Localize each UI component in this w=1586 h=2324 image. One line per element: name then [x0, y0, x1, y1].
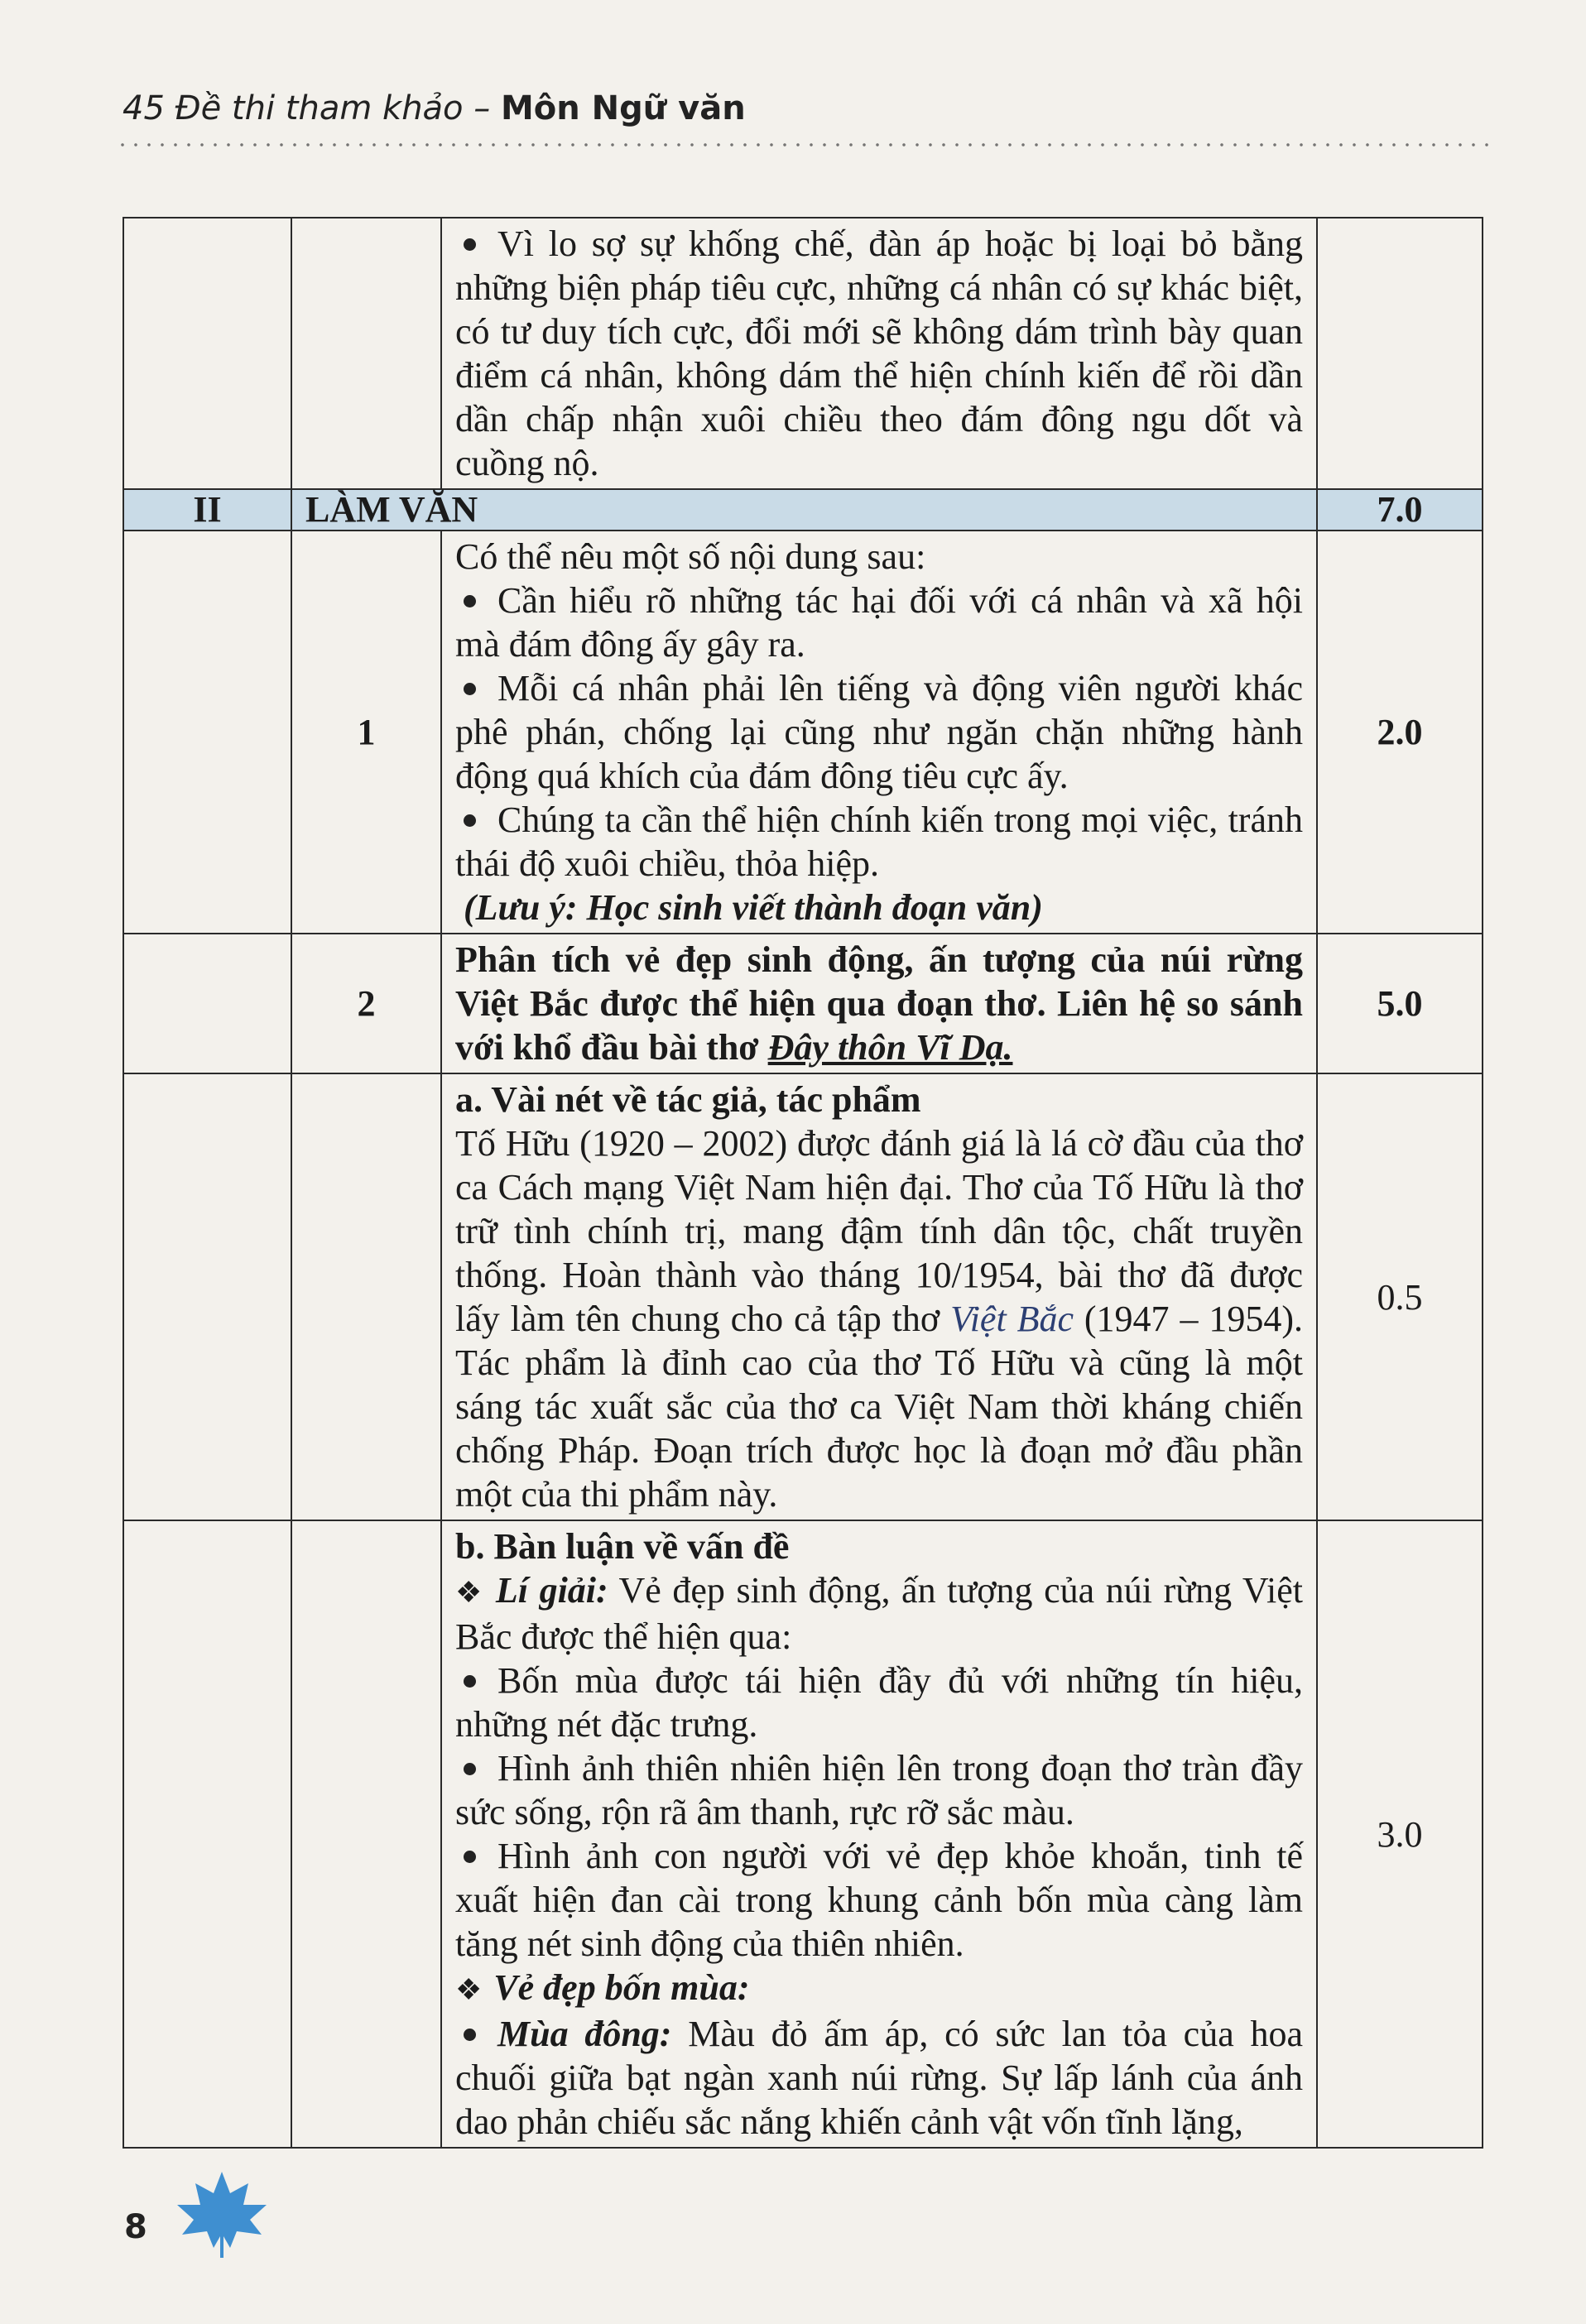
row4-reason-text: Vẻ đẹp sinh động, ấn tượng của núi rừng Việt Bắc được thể hiện qua: [455, 1570, 1304, 1657]
bullet-icon [464, 595, 476, 607]
bullet-icon [464, 814, 476, 827]
question-number: 2 [291, 934, 441, 1073]
running-header [123, 89, 746, 127]
row4-score: 3.0 [1317, 1520, 1483, 2148]
row2-prompt: Phân tích vẻ đẹp sinh động, ấn tượng của núi rừng Việt Bắc được thể hiện qua đoạn thơ. Liên hệ so sánh với khổ đầu bài thơ [455, 939, 1303, 1068]
row4-beauty-label: Vẻ đẹp bốn mùa: [493, 1967, 750, 2008]
row3-heading: a. Vài nét về tác giả, tác phẩm [455, 1079, 921, 1120]
diamond-bullet-icon: ❖ [455, 1576, 484, 1609]
page-number: 8 [124, 2208, 147, 2246]
row4-winter-label: Mùa đông: [497, 2014, 672, 2054]
row4-bullet-3: Hình ảnh con người với vẻ đẹp khỏe khoắn, tinh tế xuất hiện đan cài trong khung cảnh bốn mùa càng làm tăng nét sinh động của thiên nhiên. [455, 1836, 1303, 1964]
row4-heading: b. Bàn luận về vấn đề [455, 1526, 790, 1567]
table-row-section [123, 489, 1483, 531]
section-score: 7.0 [1317, 489, 1483, 531]
row1-note: (Lưu ý: Học sinh viết thành đoạn văn) [464, 887, 1043, 928]
row4-winter-text: Màu đỏ ấm áp, có sức lan tỏa của hoa chuối giữa bạt ngàn xanh núi rừng. Sự lấp lánh của ánh dao phản chiếu sắc nắng khiến cảnh vật vốn tĩnh lặng, [455, 2014, 1304, 2142]
bullet-icon [464, 1851, 476, 1863]
bullet-icon [464, 1675, 476, 1688]
row1-bullet-1: Cần hiểu rõ những tác hại đối với cá nhân và xã hội mà đám đông ấy gây ra. [455, 580, 1303, 665]
table-row [123, 934, 1483, 1073]
row2-score: 5.0 [1317, 934, 1483, 1073]
row1-bullet-3: Chúng ta cần thể hiện chính kiến trong mọi việc, tránh thái độ xuôi chiều, thỏa hiệp. [455, 799, 1303, 884]
header-dotted-rule [116, 142, 1490, 147]
table-row [123, 1073, 1483, 1520]
maple-leaf-icon [172, 2168, 272, 2259]
row0-bullet: Vì lo sợ sự khống chế, đàn áp hoặc bị loại bỏ bằng những biện pháp tiêu cực, những cá nhân có sự khác biệt, có tư duy tích cực, đổi mới sẽ không dám trình bày quan điểm cá nhân, không dám thể hiện chính kiến để rồi dần dần chấp nhận xuôi chiều theo đám đông ngu dốt và cuồng nộ. [455, 223, 1303, 483]
row3-score: 0.5 [1317, 1073, 1483, 1520]
row4-bullet-2: Hình ảnh thiên nhiên hiện lên trong đoạn thơ tràn đầy sức sống, rộn rã âm thanh, rực rỡ sắc màu. [455, 1748, 1303, 1832]
bullet-icon [464, 1763, 476, 1775]
question-number: 1 [291, 531, 441, 934]
header-title-italic: 45 Đề thi tham khảo – [123, 89, 501, 127]
table-row [123, 218, 1483, 489]
section-number: II [123, 489, 291, 531]
row1-score: 2.0 [1317, 531, 1483, 934]
row3-paragraph-1: Tố Hữu (1920 – 2002) được đánh giá là lá cờ đầu của thơ ca Cách mạng Việt Nam hiện đại. Thơ của Tố Hữu là thơ trữ tình chính trị, mang đậm tính dân tộc, chất truyền thống. Hoàn thành vào tháng 10/1954, bài thơ đã được lấy làm tên chung cho cả tập thơ [455, 1123, 1303, 1339]
answer-table [123, 217, 1483, 2149]
row2-poem-title: Đây thôn Vĩ Dạ. [767, 1027, 1013, 1068]
header-title-bold: Môn Ngữ văn [500, 89, 746, 127]
row4-bullet-1: Bốn mùa được tái hiện đầy đủ với những tín hiệu, những nét đặc trưng. [455, 1660, 1303, 1745]
row4-reason-label: Lí giải: [495, 1570, 608, 1611]
row3-paragraph-2: (1947 – 1954). Tác phẩm là đỉnh cao của thơ Tố Hữu và cũng là một sáng tác xuất sắc của thơ ca Việt Nam thời kháng chiến chống Pháp. Đoạn trích được học là đoạn mở đầu phần một của thi phẩm này. [455, 1299, 1303, 1515]
table-row [123, 531, 1483, 934]
section-title: LÀM VĂN [291, 489, 1317, 531]
row1-bullet-2: Mỗi cá nhân phải lên tiếng và động viên người khác phê phán, chống lại cũng như ngăn chặn những hành động quá khích của đám đông tiêu cực ấy. [455, 668, 1303, 796]
bullet-icon [464, 683, 476, 695]
table-row [123, 1520, 1483, 2148]
row1-intro: Có thể nêu một số nội dung sau: [455, 536, 926, 577]
row3-book-title: Việt Bắc [950, 1299, 1074, 1339]
bullet-icon [464, 2029, 476, 2041]
bullet-icon [464, 238, 476, 251]
diamond-bullet-icon: ❖ [455, 1973, 483, 2006]
